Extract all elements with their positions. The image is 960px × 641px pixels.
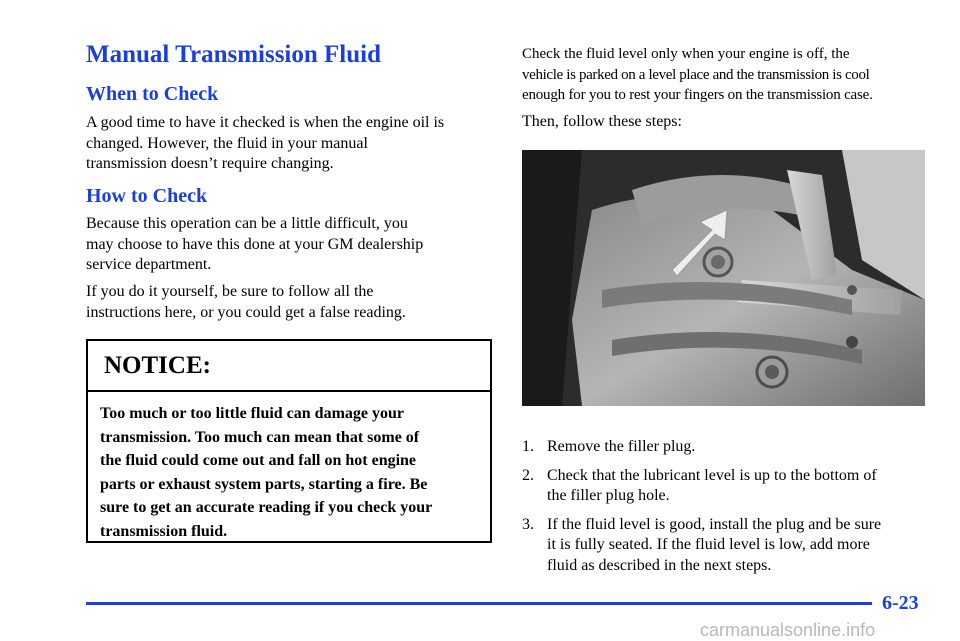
intro-paragraph [522,44,873,106]
text-line: service department. [86,256,212,273]
step-text: Remove the filler plug. [547,438,696,455]
text-line: Check the fluid level only when your engine is off, the [522,46,850,62]
notice-line: sure to get an accurate reading if you check your [100,499,433,516]
notice-box [86,339,492,543]
notice-line: Too much or too little fluid can damage your [100,405,405,422]
notice-body [88,392,490,543]
watermark: carmanualsonline.info [700,620,876,640]
text-line: If you do it yourself, be sure to follow all the [86,283,374,300]
text-line: may choose to have this done at your GM dealership [86,235,424,253]
step-number: 3. [522,515,534,533]
how-to-check-heading: How to Check [86,185,208,207]
text-line: transmission doesn’t require changing. [86,155,334,172]
step-text: Check that the lubricant level is up to the bottom of [547,466,877,484]
step-text: the filler plug hole. [547,487,670,504]
step-item [522,466,922,507]
step-number: 2. [522,466,534,484]
transmission-filler-plug-photo [522,150,925,406]
text-line: enough for you to rest your fingers on the transmission case. [522,87,873,103]
text-line: changed. However, the fluid in your manual [86,134,368,152]
text-line: instructions here, or you could get a false reading. [86,303,406,321]
text-line: Because this operation can be a little difficult, you [86,215,408,232]
step-item [522,515,922,577]
transmission-case-illustration [522,150,925,406]
text-line: A good time to have it checked is when the engine oil is [86,114,445,131]
notice-line: transmission fluid. [100,522,228,540]
then-text: Then, follow these steps: [522,113,682,130]
notice-line: the fluid could come out and fall on hot engine [100,452,417,469]
step-number: 1. [522,438,534,455]
notice-heading: NOTICE: [88,341,490,392]
how-to-check-paragraph-2 [86,282,406,323]
when-to-check-paragraph [86,113,444,175]
steps-list [522,437,922,584]
how-to-check-paragraph-1 [86,214,423,276]
notice-line: parts or exhaust system parts, starting a fire. Be [100,475,428,493]
footer-rule [86,602,872,605]
step-text: it is fully seated. If the fluid level is low, add more [547,536,870,553]
when-to-check-heading: When to Check [86,83,219,105]
page-number: 6-23 [882,592,919,614]
notice-line: transmission. Too much can mean that some of [100,428,420,446]
step-text: If the fluid level is good, install the plug and be sure [547,515,882,533]
page-title: Manual Transmission Fluid [86,41,381,68]
step-text: fluid as described in the next steps. [547,556,772,574]
text-line: vehicle is parked on a level place and the transmission is cool [522,66,870,83]
step-item [522,437,922,458]
